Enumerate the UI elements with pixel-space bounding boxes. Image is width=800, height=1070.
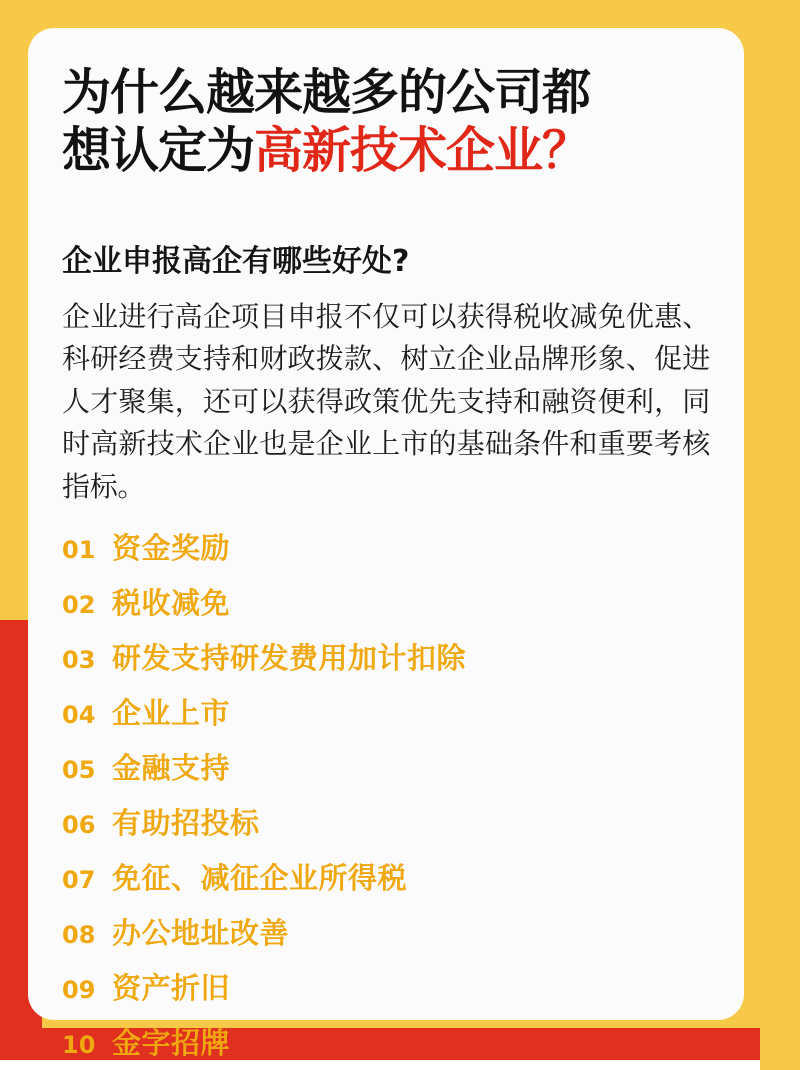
headline-line-2 bbox=[62, 122, 710, 180]
decorative-yellow-right-bar bbox=[760, 0, 800, 1070]
benefit-list bbox=[62, 526, 710, 1062]
list-item bbox=[62, 966, 710, 1007]
headline-accent: 高新技术企业？ bbox=[254, 121, 591, 179]
list-item-label: 金字招牌 bbox=[112, 1026, 231, 1061]
list-item-number: 09 bbox=[62, 976, 96, 1005]
list-item-label: 研发支持研发费用加计扣除 bbox=[112, 641, 467, 676]
headline-line-2-plain: 想认定为 bbox=[62, 121, 255, 179]
list-item bbox=[62, 911, 710, 952]
list-item-number: 10 bbox=[62, 1031, 96, 1060]
list-item-number: 05 bbox=[62, 756, 96, 785]
list-item-number: 03 bbox=[62, 646, 96, 675]
list-item bbox=[62, 856, 710, 897]
list-item-number: 04 bbox=[62, 701, 96, 730]
page-title bbox=[62, 54, 710, 180]
list-item-number: 02 bbox=[62, 591, 96, 620]
list-item-label: 办公地址改善 bbox=[112, 916, 290, 951]
list-item bbox=[62, 1021, 710, 1062]
list-item-label: 资金奖励 bbox=[112, 531, 231, 566]
list-item bbox=[62, 581, 710, 622]
list-item-label: 免征、减征企业所得税 bbox=[112, 861, 408, 896]
list-item bbox=[62, 691, 710, 732]
list-item-label: 企业上市 bbox=[112, 696, 231, 731]
poster-card bbox=[28, 28, 744, 1061]
list-item-number: 01 bbox=[62, 536, 96, 565]
list-item bbox=[62, 636, 710, 677]
list-item bbox=[62, 801, 710, 842]
list-item-number: 07 bbox=[62, 866, 96, 895]
list-item bbox=[62, 526, 710, 567]
list-item-number: 08 bbox=[62, 921, 96, 950]
list-item-number: 06 bbox=[62, 811, 96, 840]
list-item-label: 有助招投标 bbox=[112, 806, 260, 841]
sub-heading: 企业申报高企有哪些好处? bbox=[62, 243, 410, 279]
headline-line-1: 为什么越来越多的公司都 bbox=[62, 64, 591, 121]
list-item-label: 资产折旧 bbox=[112, 971, 231, 1006]
list-item-label: 金融支持 bbox=[112, 751, 231, 786]
list-item bbox=[62, 746, 710, 787]
body-paragraph: 企业进行高企项目申报不仅可以获得税收减免优惠、科研经费支持和财政拨款、树立企业品牌形象、促进人才聚集，还可以获得政策优先支持和融资便利，同时高新技术企业也是企业上市的基础条件和重要考核指标。 bbox=[62, 299, 710, 503]
list-item-label: 税收减免 bbox=[112, 586, 231, 621]
